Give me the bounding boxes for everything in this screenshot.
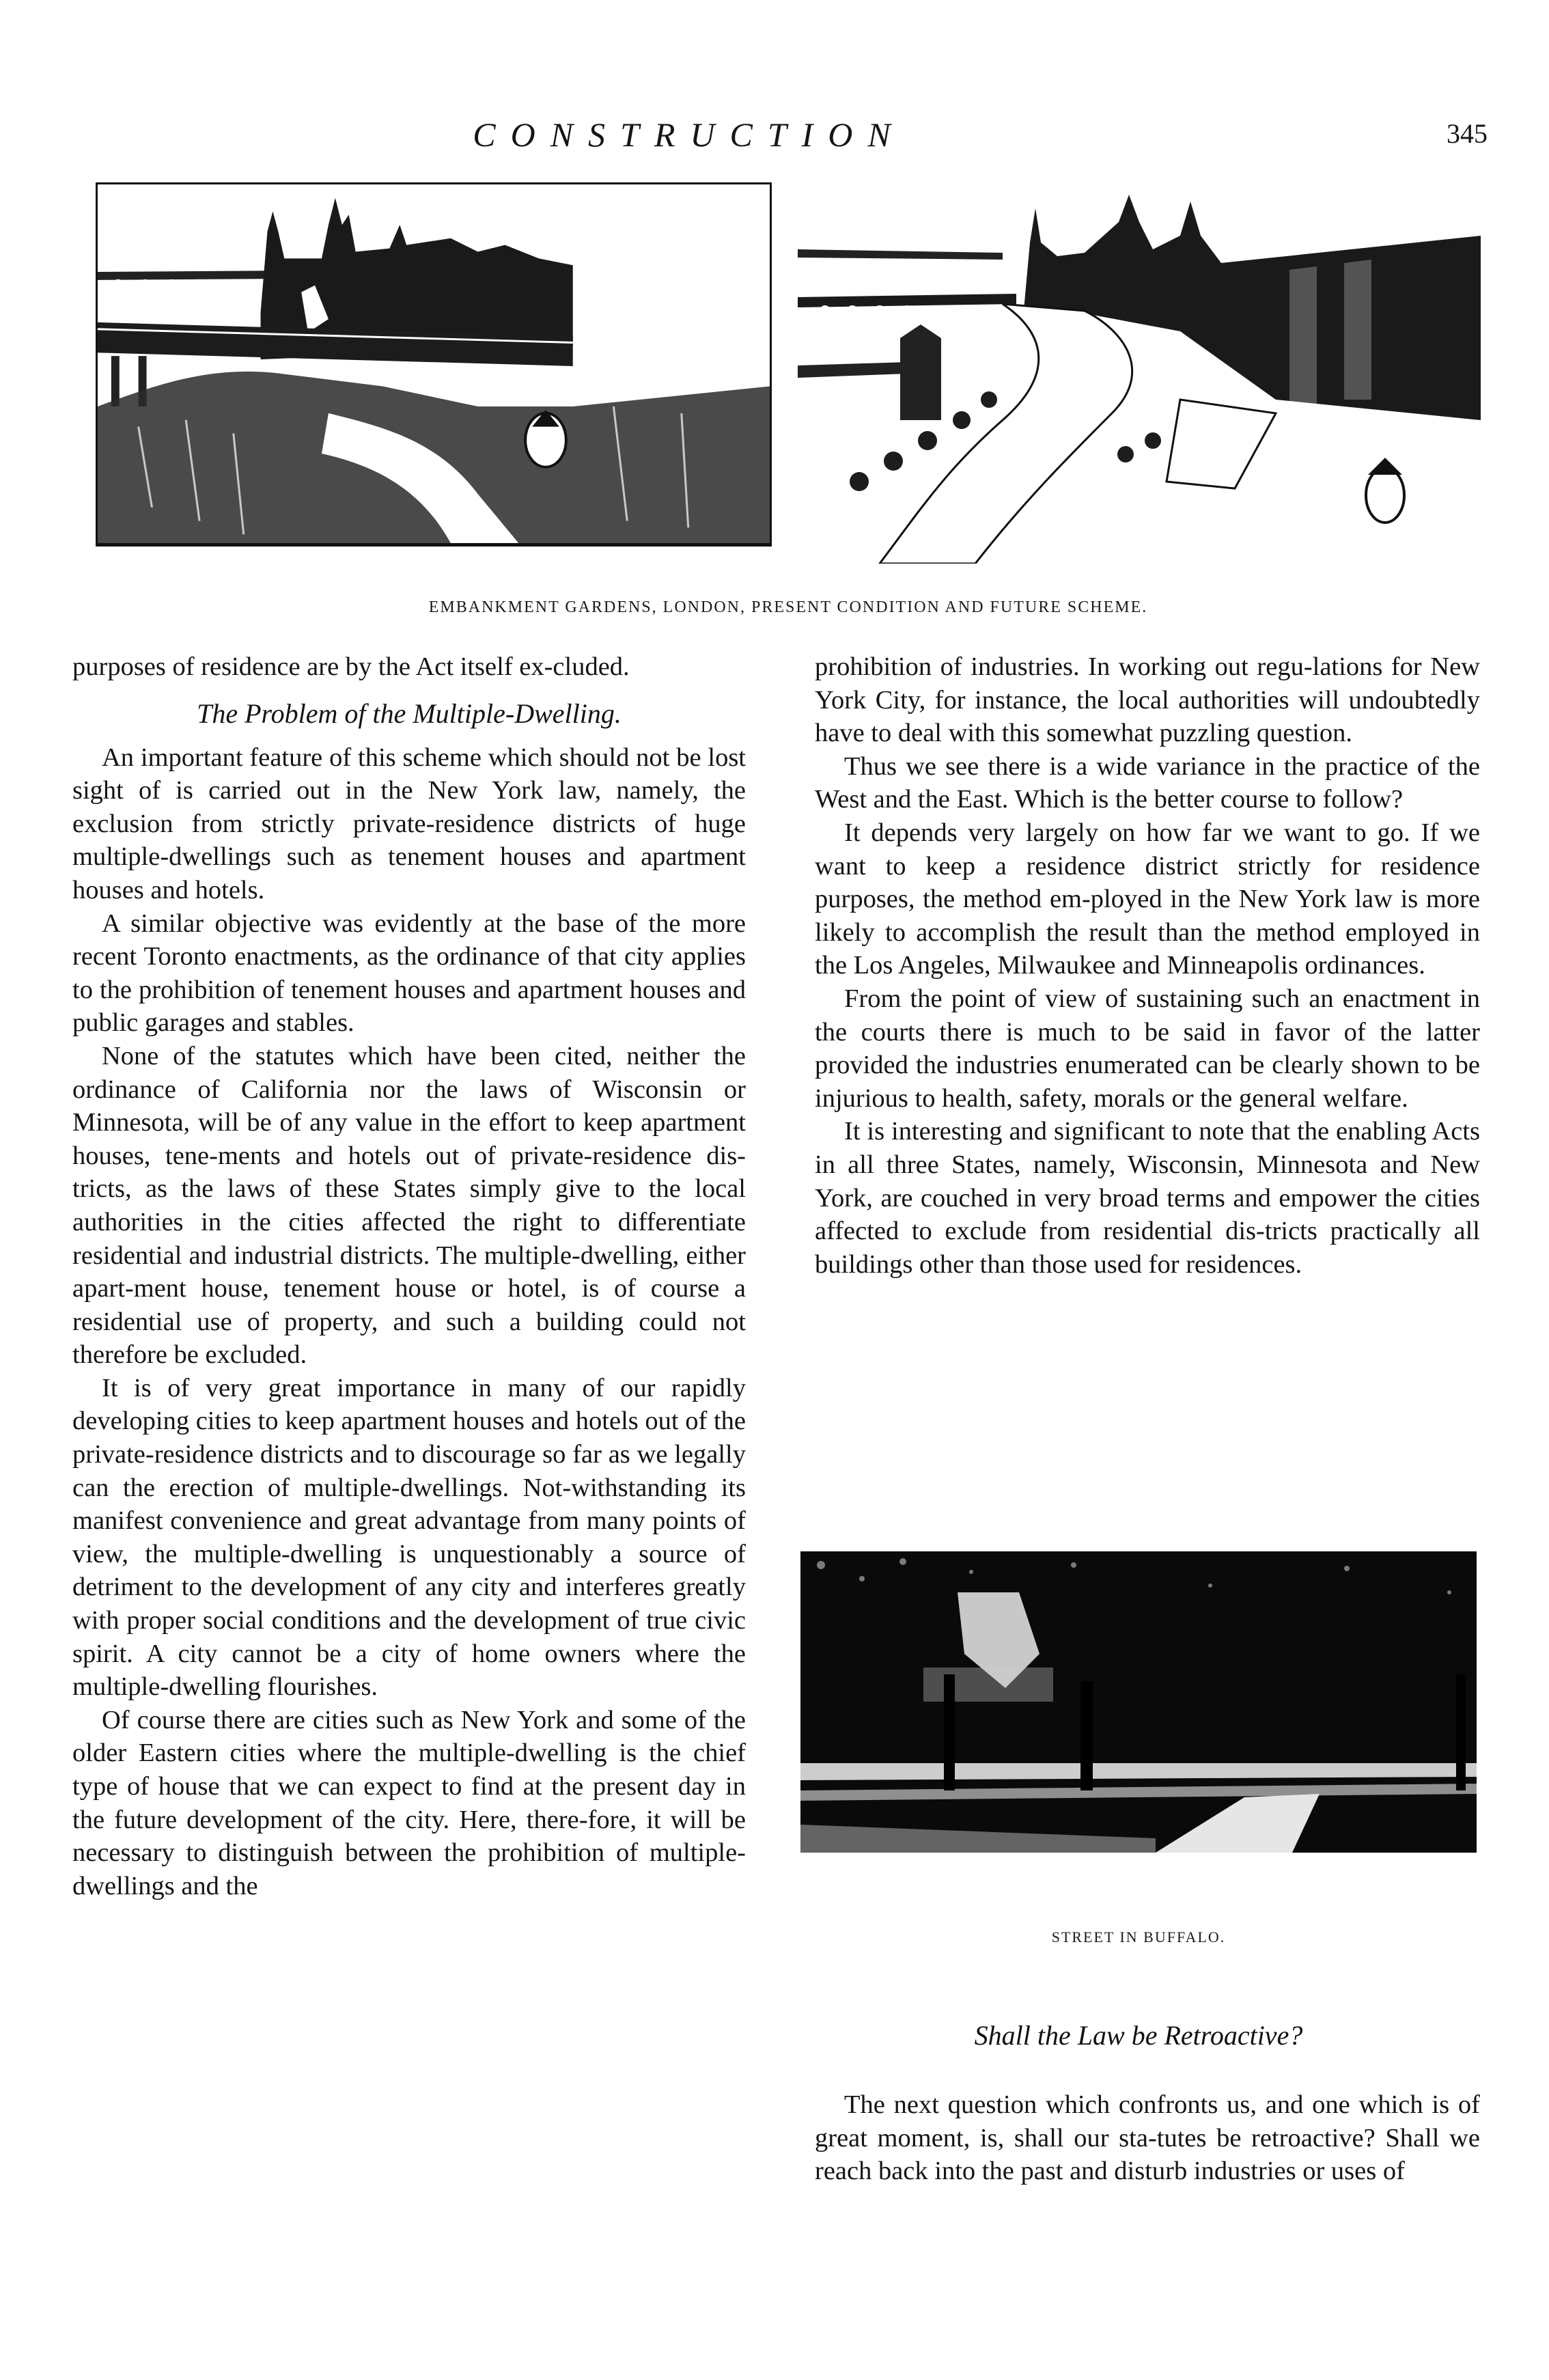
paragraph: It depends very largely on how far we want to go. If we want to keep a residence district strictly for residence purposes, the method em-ployed in the New York law is more likely to accomplish the result than the method employed in the Los Angeles, Milwaukee and Minneapolis ordinances. <box>815 818 1480 980</box>
section-heading-multiple-dwelling: The Problem of the Multiple-Dwelling. <box>197 697 622 729</box>
paragraph: prohibition of industries. In working out regu-lations for New York City, for instance, the local authorities will undoubtedly have to deal with this somewhat puzzling question. <box>815 652 1480 748</box>
running-title-text: CONSTRUCTION <box>473 115 906 154</box>
embankment-present-drawing-icon <box>98 184 770 543</box>
paragraph: Thus we see there is a wide variance in the practice of the West and the East. Which is the better course to follow? <box>815 751 1480 814</box>
paragraph: It is interesting and significant to note that the enabling Acts in all three States, namely, Wisconsin, Minnesota and New York, are couched in very broad terms and empower the cities affected to exclude from residential dis-tricts practically all buildings other than those used for residences. <box>815 1117 1480 1279</box>
illustration-embankment-future <box>798 195 1481 564</box>
figure-caption-embankment: EMBANKMENT GARDENS, LONDON, PRESENT CONDITION AND FUTURE SCHEME. <box>428 598 1148 616</box>
paragraph: Of course there are cities such as New York and some of the older Eastern cities where the multiple-dwelling is the chief type of house that we can expect to find at the present day in the future development of the city. Here, there-fore, it will be necessary to distinguish between the prohibition of multiple-dwellings and the <box>72 1705 746 1900</box>
running-title <box>0 115 1549 154</box>
paragraph: The next question which confronts us, and one which is of great moment, is, shall our sta-tutes be retroactive? Shall we reach back into the past and disturb industries or uses of <box>815 2090 1480 2186</box>
embankment-future-drawing-icon <box>798 195 1481 564</box>
paragraph: purposes of residence are by the Act itself ex-cluded. <box>72 652 630 681</box>
paragraph: From the point of view of sustaining such an enactment in the courts there is much to be said in favor of the latter provided the industries enumerated can be clearly shown to be injurious to health, safety, morals or the general welfare. <box>815 984 1480 1113</box>
illustration-embankment-present <box>96 182 772 546</box>
street-photo-icon <box>800 1551 1477 1853</box>
figure-caption-buffalo: STREET IN BUFFALO. <box>1051 1928 1226 1946</box>
section-heading-retroactive: Shall the Law be Retroactive? <box>974 2020 1303 2051</box>
right-column-lower <box>815 2088 1480 2188</box>
paragraph: None of the statutes which have been cited, neither the ordinance of California nor the laws of Wisconsin or Minnesota, will be of any value in the effort to keep apartment houses, tene-ments and hotels out of private-residence dis-tricts, as the laws of these States simply give to the local authorities in the cities affected the right to differentiate residential and industrial districts. The multiple-dwelling, either apart-ment house, tenement house or hotel, is of course a residential use of property, and such a building could not therefore be excluded. <box>72 1041 746 1370</box>
page-number: 345 <box>1447 118 1488 149</box>
paragraph: An important feature of this scheme which should not be lost sight of is carried out in the New York law, namely, the exclusion from strictly private-residence districts of huge multiple-dwellings such as tenement houses and apartment houses and hotels. <box>72 743 746 904</box>
right-column <box>815 650 1480 1281</box>
paragraph: A similar objective was evidently at the base of the more recent Toronto enactments, as the ordinance of that city applies to the prohibition of tenement houses and apartment houses and public garages and stables. <box>72 909 746 1038</box>
left-column <box>72 650 746 1902</box>
paragraph: It is of very great importance in many of our rapidly developing cities to keep apartment houses and hotels out of the private-residence districts and to discourage so far as we legally can the erection of multiple-dwellings. Not-withstanding its manifest convenience and great advantage from many points of view, the multiple-dwelling is unquestionably a source of detriment to the development of any city and interferes greatly with proper social conditions and the development of true civic spirit. A city cannot be a city of home owners where the multiple-dwelling flourishes. <box>72 1373 746 1702</box>
photo-street-in-buffalo <box>800 1551 1477 1853</box>
